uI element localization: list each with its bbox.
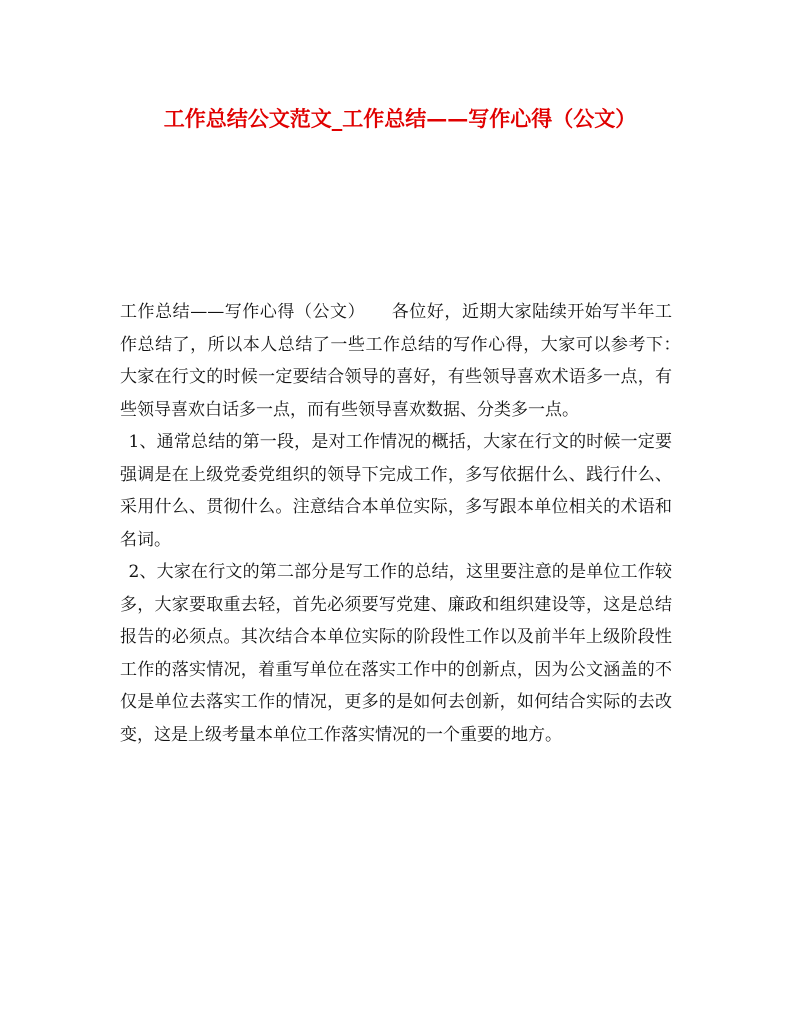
paragraph-point-2: 2、大家在行文的第二部分是写工作的总结，这里要注意的是单位工作较多，大家要取重去轻，首先必须要写党建、廉政和组织建设等，这是总结报告的必须点。其次结合本单位实际的阶段性工作以及前半年上级阶段性工作的落实情况，着重写单位在落实工作中的创新点，因为公文涵盖的不仅是单位去落实工作的情况，更多的是如何去创新，如何结合实际的去改变，这是上级考量本单位工作落实情况的一个重要的地方。 <box>120 562 672 745</box>
paragraph-point-1: 1、通常总结的第一段，是对工作情况的概括，大家在行文的时候一定要强调是在上级党委党组织的领导下完成工作，多写依据什么、践行什么、采用什么、贯彻什么。注意结合本单位实际，多写跟本单位相关的术语和名词。 <box>120 432 672 550</box>
paragraph-intro: 工作总结——写作心得（公文） 各位好，近期大家陆续开始写半年工作总结了，所以本人总结了一些工作总结的写作心得，大家可以参考下： 大家在行文的时候一定要结合领导的喜好，有些领导喜欢术语多一点，有些领导喜欢白话多一点，而有些领导喜欢数据、分类多一点。 <box>120 302 706 420</box>
document-body <box>120 296 706 751</box>
document-title: 工作总结公文范文_工作总结——写作心得（公文） <box>163 106 637 131</box>
